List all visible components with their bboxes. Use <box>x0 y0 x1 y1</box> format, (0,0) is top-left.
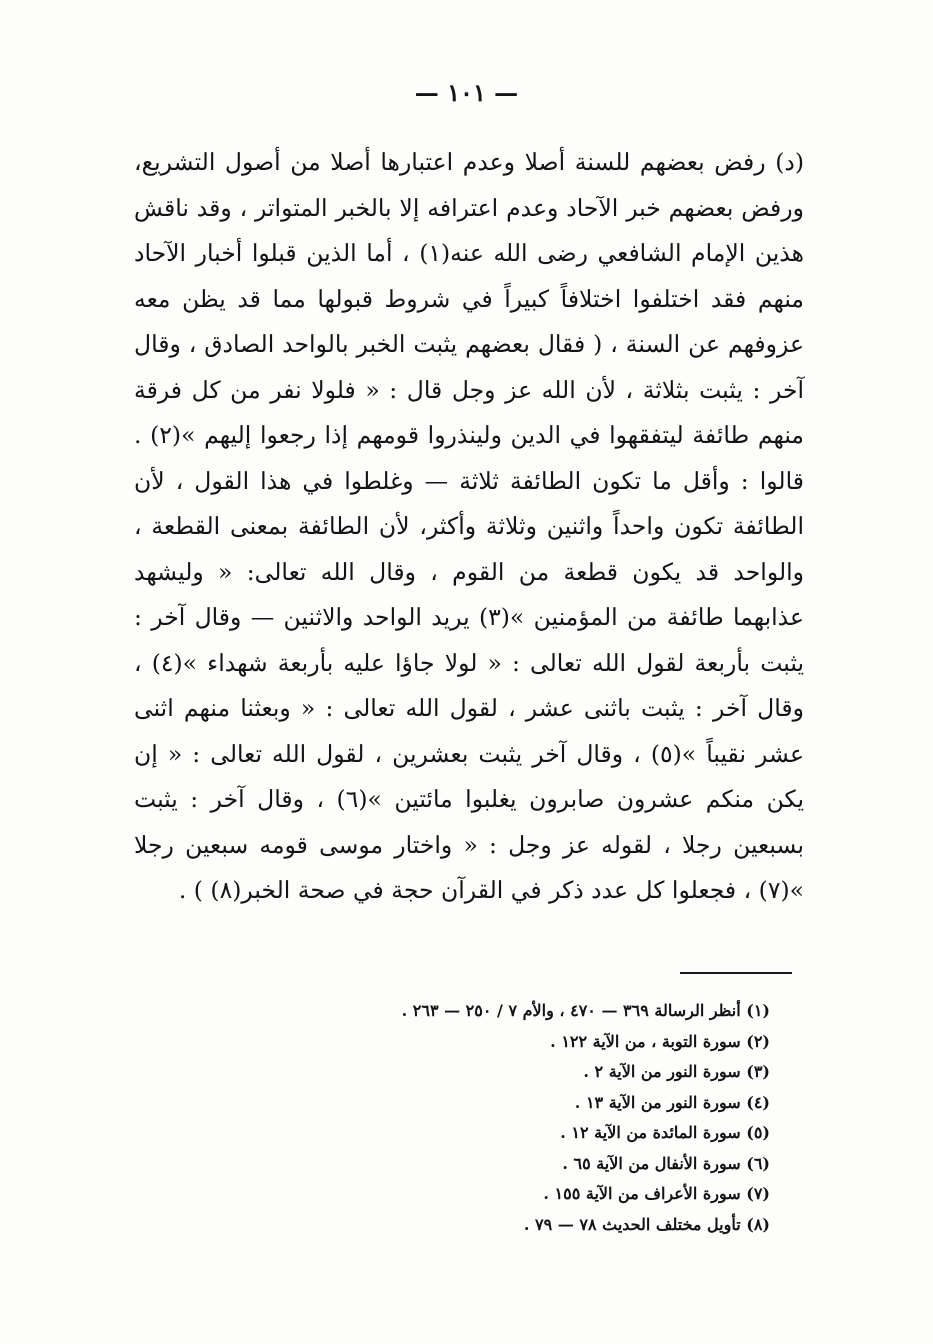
footnote-7: (٧) سورة الأعراف من الآية ١٥٥ . <box>543 1184 770 1203</box>
footnotes-list <box>240 996 770 1240</box>
footnote-4: (٤) سورة النور من الآية ١٣ . <box>574 1092 770 1112</box>
footnote-2: (٢) سورة التوبة ، من الآية ١٢٢ . <box>550 1031 770 1051</box>
page-number: — ١٠١ — <box>414 78 519 107</box>
footnote-separator <box>680 972 792 974</box>
footnote-5: (٥) سورة المائدة من الآية ١٢ . <box>560 1123 770 1142</box>
footnote-1: (١) أنظر الرسالة ٣٦٩ — ٤٧٠ ، والأم ٧ / ٢٥٠ — ٢٦٣ . <box>401 1001 770 1020</box>
footnote-3: (٣) سورة النور من الآية ٢ . <box>583 1062 770 1081</box>
footnote-8: (٨) تأويل مختلف الحديث ٧٨ — ٧٩ . <box>523 1214 770 1234</box>
footnote-6: (٦) سورة الأنفال من الآية ٦٥ . <box>562 1153 770 1173</box>
body-paragraph: (د) رفض بعضهم للسنة أصلا وعدم اعتبارها أصلا من أصول التشريع، ورفض بعضهم خبر الآحاد وعدم اعترافه إلا بالخبر المتواتر ، وقد ناقش هذين الإمام الشافعي رضى الله عنه(١) ، أما الذين قبلوا أخبار الآحاد منهم فقد اختلفوا اختلافاً كبيراً في شروط قبولها مما قد يظن معه عزوفهم عن السنة ، ( فقال بعضهم يثبت الخبر بالواحد الصادق ، وقال آخر : يثبت بثلاثة ، لأن الله عز وجل قال : « فلولا نفر من كل فرقة منهم طائفة ليتفقهوا في الدين ولينذروا قومهم إذا رجعوا إليهم »(٢) . قالوا : وأقل ما تكون الطائفة ثلاثة — وغلطوا في هذا القول ، لأن الطائفة تكون واحداً واثنين وثلاثة وأكثر، لأن الطائفة بمعنى القطعة ، والواحد قد يكون قطعة من القوم ، وقال الله تعالى: « وليشهد عذابهما طائفة من المؤمنين »(٣) يريد الواحد والاثنين — وقال آخر : يثبت بأربعة لقول الله تعالى : « لولا جاؤا عليه بأربعة شهداء »(٤) ، وقال آخر : يثبت باثنى عشر ، لقول الله تعالى : « وبعثنا منهم اثنى عشر نقيباً »(٥) ، وقال آخر يثبت بعشرين ، لقول الله تعالى : « إن يكن منكم عشرون صابرون يغلبوا مائتين »(٦) ، وقال آخر : يثبت بسبعين رجلا ، لقوله عز وجل : « واختار موسى قومه سبعين رجلا »(٧) ، فجعلوا كل عدد ذكر في القرآن حجة في صحة الخبر(٨) ) . <box>134 148 805 904</box>
